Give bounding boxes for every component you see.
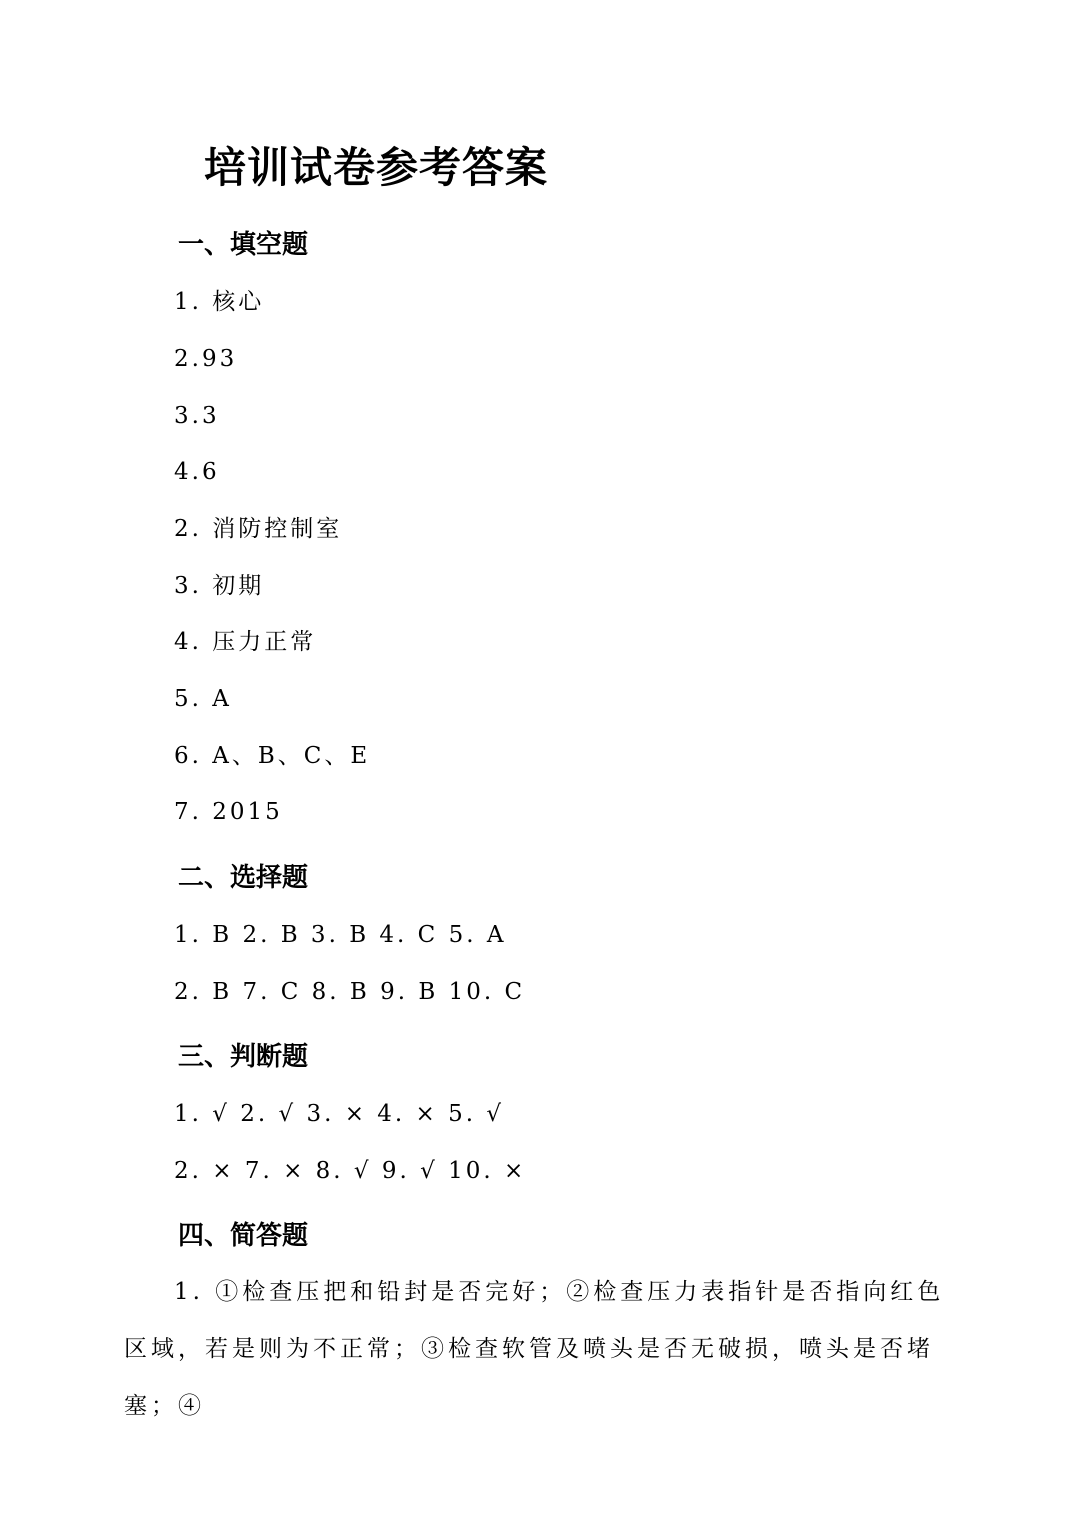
section-heading-choice: 二、选择题 — [178, 863, 309, 893]
true-false-answer-line: 2. × 7. × 8. √ 9. √ 10. × — [174, 1158, 527, 1184]
section-heading-true-false: 三、判断题 — [178, 1042, 309, 1072]
page-title: 培训试卷参考答案 — [204, 143, 549, 192]
fill-blank-answer: 5. A — [174, 686, 232, 712]
choice-answer-line: 1. B 2. B 3. B 4. C 5. A — [174, 922, 507, 948]
fill-blank-answer: 2. 消防控制室 — [174, 516, 343, 542]
fill-blank-answer: 4.6 — [174, 459, 220, 485]
fill-blank-answer: 6. A、B、C、E — [174, 743, 371, 769]
fill-blank-answer: 7. 2015 — [174, 799, 283, 825]
fill-blank-answer: 2.93 — [174, 346, 238, 372]
true-false-answer-line: 1. √ 2. √ 3. × 4. × 5. √ — [174, 1101, 505, 1127]
section-heading-short-answer: 四、简答题 — [178, 1221, 309, 1251]
short-answer-paragraph: 1. ①检查压把和铅封是否完好；②检查压力表指针是否指向红色区域，若是则为不正常；③检查软管及喷头是否无破损，喷头是否堵塞；④ — [124, 1279, 945, 1419]
fill-blank-answer: 3. 初期 — [174, 573, 265, 599]
fill-blank-answer: 1. 核心 — [174, 289, 265, 315]
fill-blank-answer: 4. 压力正常 — [174, 629, 317, 655]
section-heading-fill-blank: 一、填空题 — [178, 230, 309, 260]
fill-blank-answer: 3.3 — [174, 403, 220, 429]
choice-answer-line: 2. B 7. C 8. B 9. B 10. C — [174, 979, 526, 1005]
